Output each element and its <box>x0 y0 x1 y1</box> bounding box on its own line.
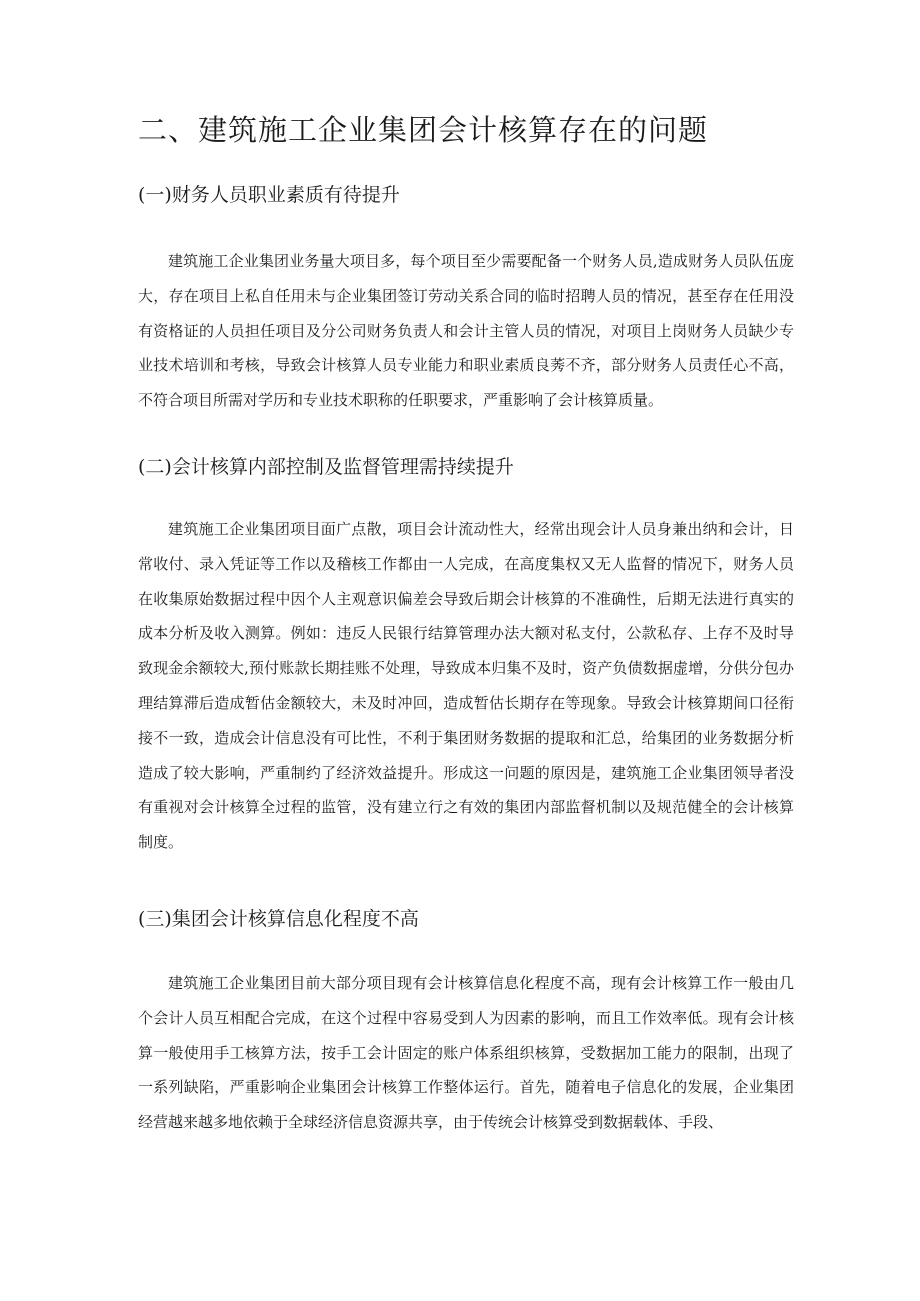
paragraph-2: 建筑施工企业集团项目面广点散，项目会计流动性大，经常出现会计人员身兼出纳和会计，日常收付、录入凭证等工作以及稽核工作都由一人完成，在高度集权又无人监督的情况下，财务人员在收集原始数据过程中因个人主观意识偏差会导致后期会计核算的不准确性，后期无法进行真实的成本分析及收入测算。例如：违反人民银行结算管理办法大额对私支付，公款私存、上存不及时导致现金余额较大,预付账款长期挂账不处理，导致成本归集不及时，资产负债数据虚增，分供分包办理结算滞后造成暂估金额较大，未及时冲回，造成暂估长期存在等现象。导致会计核算期间口径衔接不一致，造成会计信息没有可比性，不利于集团财务数据的提取和汇总，给集团的业务数据分析造成了较大影响，严重制约了经济效益提升。形成这一问题的原因是，建筑施工企业集团领导者没有重视对会计核算全过程的监管，没有建立行之有效的集团内部监督机制以及规范健全的会计核算制度。 <box>138 520 794 852</box>
subsection-heading-3: (三)集团会计核算信息化程度不高 <box>138 908 419 930</box>
paragraph-3: 建筑施工企业集团目前大部分项目现有会计核算信息化程度不高，现有会计核算工作一般由几个会计人员互相配合完成，在这个过程中容易受到人为因素的影响，而且工作效率低。现有会计核算一般使用手工核算方法，按手工会计固定的账户体系组织核算，受数据加工能力的限制，出现了一系列缺陷，严重影响企业集团会计核算工作整体运行。首先，随着电子信息化的发展，企业集团经营越来越多地依赖于全球经济信息资源共享，由于传统会计核算受到数据载体、手段、 <box>138 974 794 1132</box>
section-title: 二、建筑施工企业集团会计核算存在的问题 <box>138 113 709 147</box>
paragraph-1: 建筑施工企业集团业务量大项目多，每个项目至少需要配备一个财务人员,造成财务人员队伍庞大，存在项目上私自任用未与企业集团签订劳动关系合同的临时招聘人员的情况，甚至存在任用没有资格证的人员担任项目及分公司财务负责人和会计主管人员的情况，对项目上岗财务人员缺少专业技术培训和考核，导致会计核算人员专业能力和职业素质良莠不齐，部分财务人员责任心不高，不符合项目所需对学历和专业技术职称的任职要求，严重影响了会计核算质量。 <box>138 252 794 410</box>
subsection-heading-2: (二)会计核算内部控制及监督管理需持续提升 <box>138 456 514 478</box>
subsection-heading-1: (一)财务人员职业素质有待提升 <box>138 184 400 206</box>
